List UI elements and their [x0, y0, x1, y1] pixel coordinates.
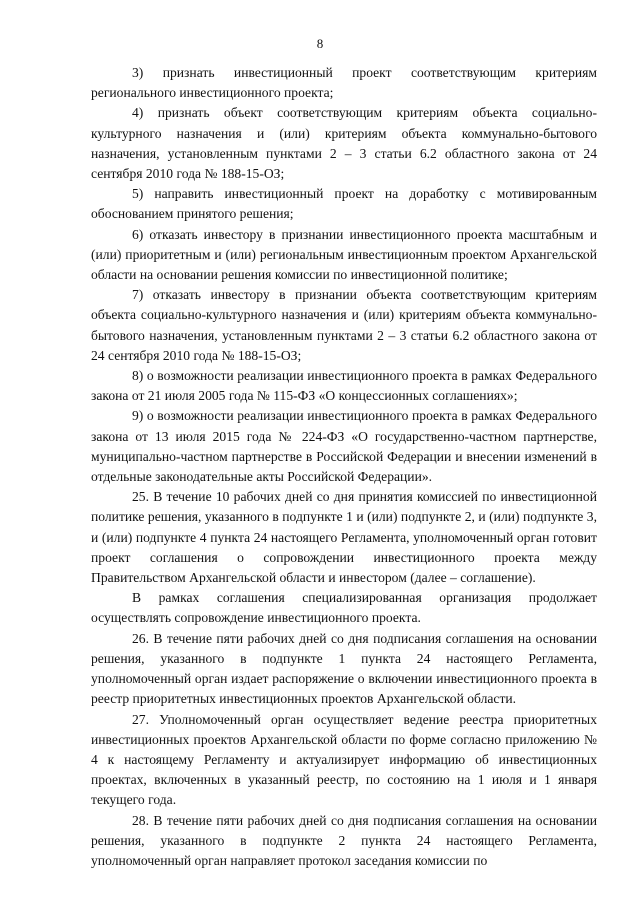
- page-number: 8: [316, 36, 324, 51]
- paragraph-clause-26: 26. В течение пяти рабочих дней со дня подписания соглашения на основании решения, указанного в подпункте 1 пункта 24 настоящего Регламента, уполномоченный орган издает распоряжение о включении инвестиционного проекта в реестр приоритетных инвестиционных проектов Архангельской области.: [91, 630, 597, 707]
- paragraph-item-8: 8) о возможности реализации инвестиционного проекта в рамках Федерального закона от 21 июля 2005 года № 115-ФЗ «О концессионных соглашениях»;: [91, 368, 597, 404]
- paragraph-clause-27: 27. Уполномоченный орган осуществляет ведение реестра приоритетных инвестиционных проектов Архангельской области по форме согласно приложению № 4 к настоящему Регламенту и актуализирует информацию об инвестиционных проектах, включенных в указанный реестр, по состоянию на 1 июля и 1 января текущего года.: [91, 711, 597, 808]
- paragraph-clause-28: 28. В течение пяти рабочих дней со дня подписания соглашения на основании решения, указанного в подпункте 2 пункта 24 настоящего Регламента, уполномоченный орган направляет протокол заседания комиссии по: [91, 812, 597, 868]
- document-body: [91, 63, 597, 871]
- paragraph-clause-25: 25. В течение 10 рабочих дней со дня принятия комиссией по инвестиционной политике решения, указанного в подпункте 1 и (или) подпункте 2, и (или) подпункте 3, и (или) подпункте 4 пункта 24 настоящего Регламента, уполномоченный орган готовит проект соглашения о сопровождении инвестиционного проекта между Правительством Архангельской области и инвестором (далее – соглашение).: [91, 489, 597, 586]
- paragraph-clause-25-continuation: В рамках соглашения специализированная организация продолжает осуществлять сопровождение инвестиционного проекта.: [91, 590, 597, 626]
- paragraph-item-3: 3) признать инвестиционный проект соответствующим критериям регионального инвестиционного проекта;: [91, 65, 597, 101]
- paragraph-item-5: 5) направить инвестиционный проект на доработку с мотивированным обоснованием принятого решения;: [91, 186, 597, 222]
- paragraph-item-7: 7) отказать инвестору в признании объекта соответствующим критериям объекта социально-культурного назначения и (или) критериям объекта коммунально-бытового назначения, установленным пунктами 2 – 3 статьи 6.2 областного закона от 24 сентября 2010 года № 188-15-ОЗ;: [91, 287, 597, 363]
- paragraph-item-9: 9) о возможности реализации инвестиционного проекта в рамках Федерального закона от 13 июля 2015 года № 224-ФЗ «О государственно-частном партнерстве, муниципально-частном партнерстве в Российской Федерации и внесении изменений в отдельные законодательные акты Российской Федерации».: [91, 408, 597, 485]
- paragraph-item-4: 4) признать объект соответствующим критериям объекта социально-культурного назначения и (или) критериям объекта коммунально-бытового назначения, установленным пунктами 2 – 3 статьи 6.2 областного закона от 24 сентября 2010 года № 188-15-ОЗ;: [91, 105, 597, 182]
- paragraph-item-6: 6) отказать инвестору в признании инвестиционного проекта масштабным и (или) приоритетным и (или) региональным инвестиционным проектом Архангельской области на основании решения комиссии по инвестиционной политике;: [91, 226, 597, 283]
